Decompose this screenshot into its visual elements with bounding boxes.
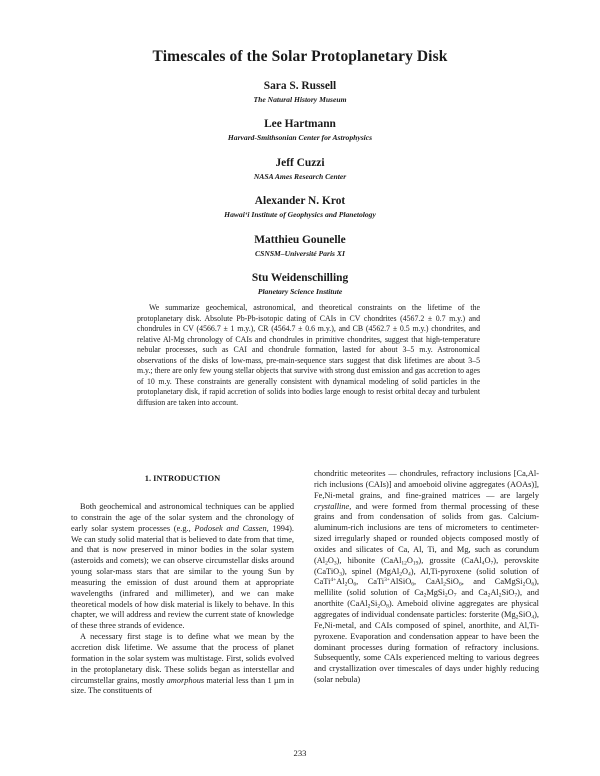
author-name: Jeff Cuzzi [275, 156, 325, 169]
body-paragraph [71, 502, 294, 632]
text-run: Al [490, 588, 499, 598]
subscript: 19 [412, 560, 419, 567]
text-run: ), perovskite (CaTiO [314, 555, 539, 576]
text-run: SiO [518, 609, 532, 619]
subscript: 7 [514, 592, 518, 599]
emphasis: crystalline [314, 501, 350, 511]
author-name: Alexander N. Krot [254, 195, 346, 208]
text-run: SiO [445, 577, 459, 587]
text-run: ), hibonite (CaAl [336, 555, 402, 565]
subscript: 12 [401, 560, 407, 567]
subscript: 8 [386, 603, 389, 610]
subscript: 2 [423, 592, 427, 599]
text-run: A necessary first stage is to define what we mean by the accretion disk lifetime. We assume that the process of planet formation in the solar system was multistage. First, solids evolved in the protoplanetary disk. These solids began as interstellar and circumstellar grains, mostly [71, 632, 294, 685]
text-run: SiO [501, 588, 515, 598]
author-entry [0, 194, 600, 232]
text-run: ), mellilite (solid solution of Ca [314, 577, 539, 598]
subscript: 7 [453, 592, 457, 599]
text-run: Both geochemical and astronomical techniques can be applied to constrain the age of the solar system and the chronology of early solar system processes (e.g., [71, 502, 294, 533]
subscript: 2 [444, 592, 448, 599]
text-run: , 1994). We can study solid material that is believed to date from that time, and that is now preserved in minor bodies in the solar system (asteroids and comets); we can observe circumstellar disks around young solar-mass stars that are similar to the young Sun by measuring the emission of dust around them at appropriate wavelengths (infrared and millimeter), and we can make theoretical models of how disk material is likely to behave. In this chapter, we will address and review the current state of knowledge of these three strands of evidence. [71, 523, 294, 631]
subscript: 4 [481, 560, 485, 567]
subscript: 3 [339, 571, 342, 578]
text-run: and Ca [456, 588, 488, 598]
text-run: ). Ameboid olivine aggregates are physical aggregates of individual condensate particles: forsterite (Mg [314, 599, 539, 619]
section-heading: 1. INTRODUCTION [144, 474, 221, 483]
author-name: Sara S. Russell [263, 80, 337, 92]
author-name: Stu Weidenschilling [251, 271, 349, 284]
author-entry [0, 79, 600, 117]
author-name: Lee Hartmann [264, 118, 336, 131]
text-run: , CaAl [414, 577, 444, 587]
author-entry [0, 233, 600, 271]
text-run: ), and anorthite (CaAl [314, 588, 539, 609]
body-column-right [314, 469, 539, 686]
subscript: 6 [531, 581, 535, 588]
author-affiliation: Planetary Science Institute [257, 286, 343, 296]
author-entry [0, 117, 600, 155]
subscript: 2 [443, 581, 446, 588]
body-column-left [71, 469, 294, 697]
text-run: ), Fe,Ni-metal, and CAIs composed of spinel, anorthite, and Al,Ti-pyroxene. Evaporation and condensation appear to have been the dominant processes during formation of refractory inclusions. Subsequently, some CAIs experienced melting to various degrees and crystallization over timescales of days under highly reducing (solar nebula) [314, 609, 539, 685]
subscript: 2 [399, 571, 403, 578]
paper-title: Timescales of the Solar Protoplanetary Disk [152, 48, 448, 65]
text-run: material less than 1 µm in size. The constituents of [71, 675, 294, 696]
emphasis: amorphous [166, 675, 205, 685]
subscript: 2 [377, 603, 381, 610]
subscript: 4 [408, 571, 411, 578]
author-affiliation: CSNSM–Université Paris XI [255, 248, 345, 258]
subscript: 2 [367, 603, 371, 610]
text-run: AlSiO [389, 577, 412, 587]
subscript: 6 [353, 581, 357, 588]
abstract: We summarize geochemical, astronomical, and theoretical constraints on the lifetime of the protoplanetary disk. Absolute Pb-Pb-isotopic dating of CAIs in CV chondrites (4567.2 ± 0.7 m.y.) and chondrules in CV (4566.7 ± 1 m.y.), CR (4564.7 ± 0.6 m.y.), and CB (4562.7 ± 0.5 m.y.) chondrites, and relative Al-Mg chronology of CAIs and chondrules in primitive chondrites, suggest that high-temperature nebular processes, such as CAI and chondrule formation, lasted for about 3–5 m.y. Astronomical observations of the disks of low-mass, pre-main-sequence stars suggest that disk lifetimes are about 3–5 m.y.; there are only few young stellar objects that survive with strong dust emission and gas accretion to ages of 10 m.y. These constraints are generally consistent with dynamical modeling of solid particles in the protoplanetary disk, if rapid accretion of solids into bodies large enough to resist orbital decay and turbulent diffusion are taken into account. [137, 303, 480, 407]
subscript: 2 [522, 581, 526, 588]
author-affiliation: The Natural History Museum [253, 95, 347, 104]
text-run: , and CaMgSi [461, 577, 523, 587]
subscript: 2 [344, 581, 348, 588]
text-run: , and were formed from thermal processing of these grains and from condensation of solids from gas. Calcium-aluminum-rich inclusions are tens of micrometers to centimeter-sized irregularly shaped or rounded objects composed mostly of oxides and silicates of Ca, Al, Ti, and Mg, such as corundum (Al [314, 501, 539, 565]
subscript: 4 [531, 614, 535, 621]
author-list [0, 79, 600, 309]
text-run: ), grossite (CaAl [418, 555, 482, 565]
author-affiliation: NASA Ames Research Center [253, 171, 347, 181]
body-paragraph: chondritic meteorites — chondrules, refractory inclusions [Ca,Al-rich inclusions (CAIs)] and amoeboid olivine aggregates (AOAs)], Fe,Ni-metal grains, and fine-grained matrices — are largely crystalline, and were formed from thermal processing of these grains and from condensation of solids from gas. Calcium-aluminum-rich inclusions are tens of micrometers to centimeter-sized irregularly shaped or rounded objects composed mostly of oxides and silicates of Ca, Al, Ti, and Mg, such as corundum $(Al_2O_3)$, hibonite $(CaAl_{12}O_{19})$, grossite $(CaAl_4O_7)$, perovskite (CaTiO$_3$), spinel $(MgAl_2O_4)$, Al,Ti-pyroxene (solid solution of $CaTi^{4+}Al_2O_6$, CaTi$^{3+}$AlSiO$_6$, CaAl$_2$SiO$_6$, and $CaMgSi_2O_6$), mellilite (solid solution of $Ca_2MgSi_2O_7$ and $Ca_2Al_2SiO_7$), and anorthite $(CaAl_2Si_2O_8)$. Ameboid olivine aggregates are physical aggregates of individual condensate particles: forsterite $(Mg_2SiO_4)$, Fe,Ni-metal, and CAIs composed of spinel, anorthite, and Al,Ti-pyroxene. Evaporation and condensation appear to have been the dominant processes during formation of refractory inclusions. Subsequently, some CAIs experienced melting to various degrees and crystallization over timescales of days under highly reducing (solar nebula) [314, 469, 540, 685]
text-run: chondritic meteorites — chondrules, refractory inclusions [Ca,Al-rich inclusions (CAIs)] and amoeboid olivine aggregates (AOAs)], Fe,Ni-metal grains, and fine-grained matrices — are largely [314, 469, 539, 500]
subscript: 6 [411, 581, 415, 588]
citation: Podosek and Cassen [194, 523, 267, 533]
body-paragraph [71, 632, 294, 697]
page-number: 233 [293, 748, 307, 758]
author-name: Matthieu Gounelle [254, 233, 346, 246]
text-run: Si [370, 599, 378, 609]
subscript: 2 [325, 560, 328, 567]
text-run: , CaTi [356, 577, 385, 587]
subscript: 6 [458, 581, 462, 588]
author-entry [0, 156, 600, 194]
subscript: 7 [490, 560, 494, 567]
author-affiliation: Harvard-Smithsonian Center for Astrophysics [227, 133, 373, 143]
author-affiliation: Hawai‘i Institute of Geophysics and Planetology [224, 210, 376, 220]
text-run: ), spinel (MgAl [341, 566, 400, 576]
superscript: 3+ [384, 577, 390, 584]
text-run: Al [336, 577, 345, 587]
subscript: 2 [498, 592, 502, 599]
superscript: 4+ [330, 577, 337, 584]
subscript: 2 [487, 592, 491, 599]
text-run: ), Al,Ti-pyroxene (solid solution of CaTi [314, 566, 540, 587]
text-run: MgSi [426, 588, 445, 598]
subscript: 2 [515, 614, 519, 621]
subscript: 3 [333, 560, 337, 567]
